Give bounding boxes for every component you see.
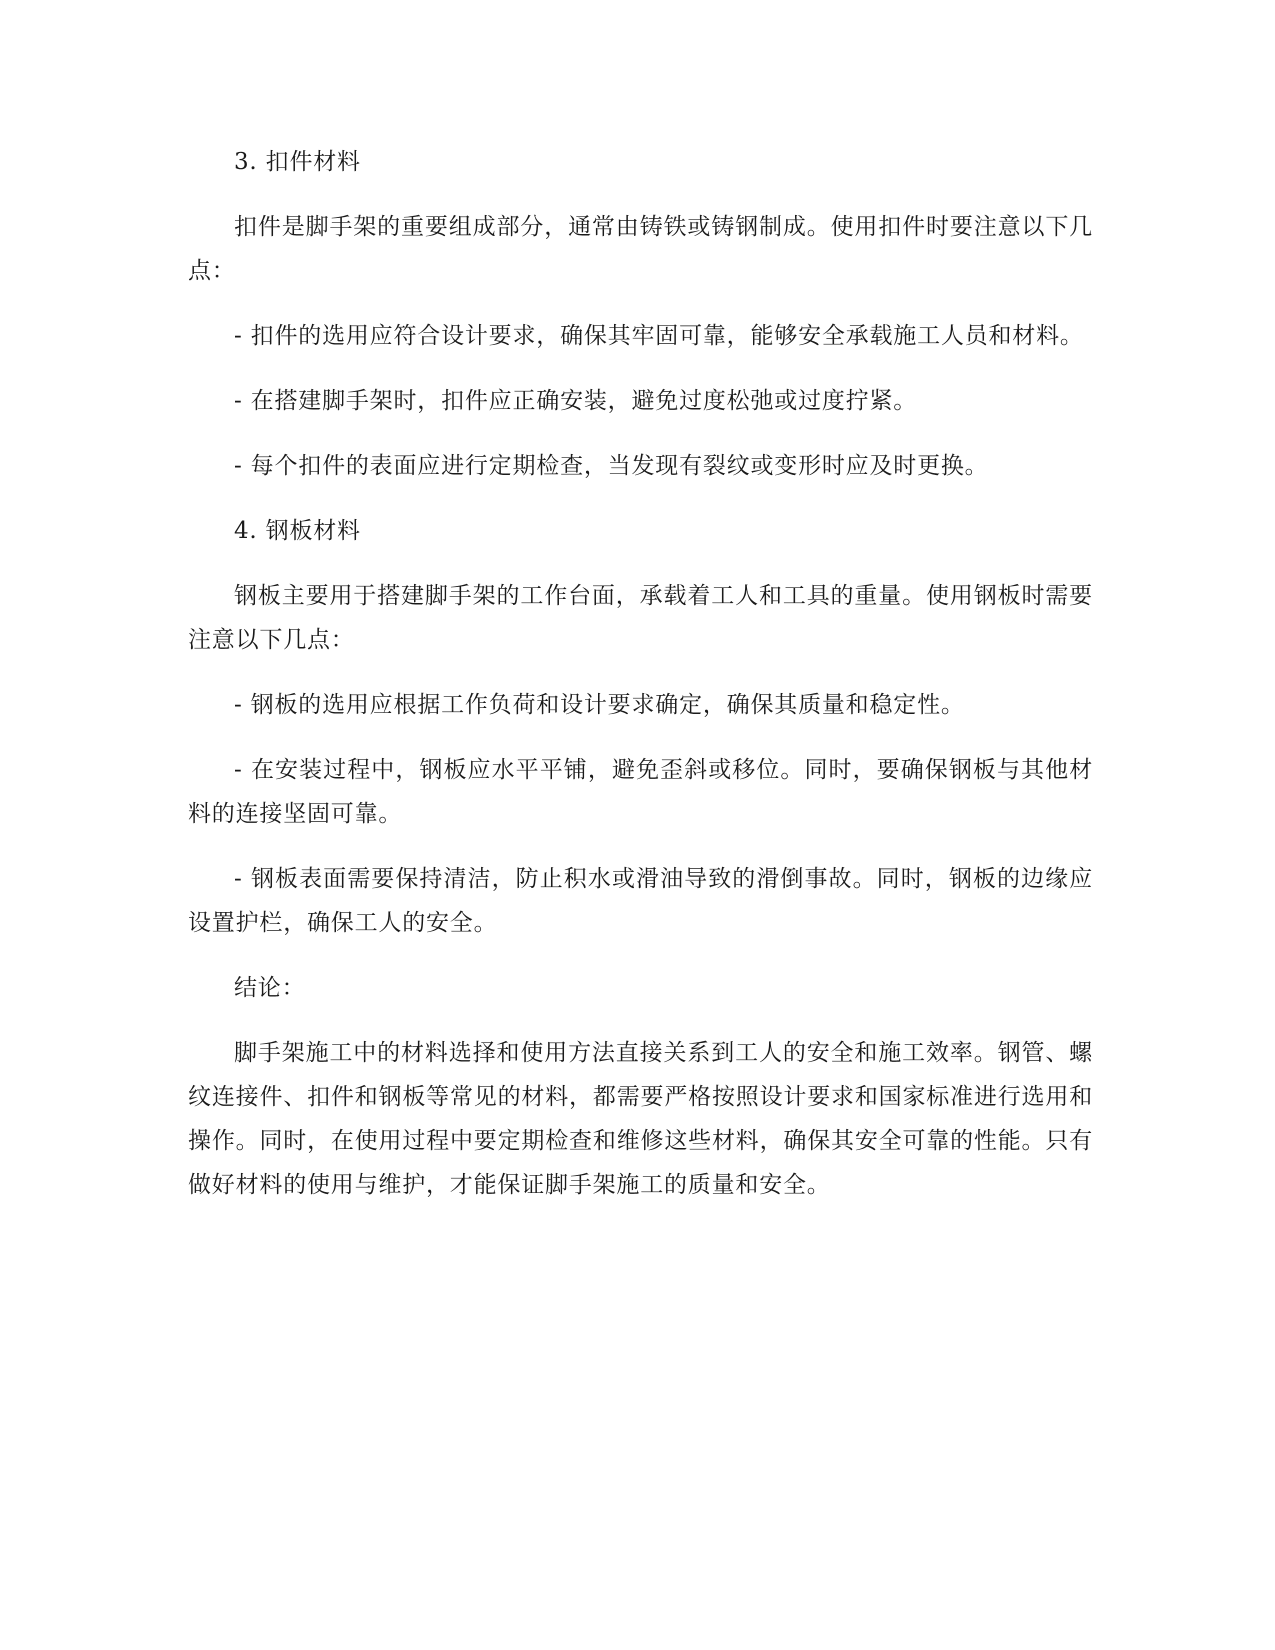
paragraph-conclusion: 脚手架施工中的材料选择和使用方法直接关系到工人的安全和施工效率。钢管、螺纹连接件、扣件和钢板等常见的材料，都需要严格按照设计要求和国家标准进行选用和操作。同时，在使用过程中要定期检查和维修这些材料，确保其安全可靠的性能。只有做好材料的使用与维护，才能保证脚手架施工的质量和安全。 xyxy=(188,1040,1093,1198)
section-heading-steel-plates: 4. 钢板材料 xyxy=(234,518,361,544)
section-heading-conclusion: 结论： xyxy=(234,975,306,1001)
list-item-fastener-installation: - 在搭建脚手架时，扣件应正确安装，避免过度松弛或过度拧紧。 xyxy=(234,388,918,414)
paragraph-fasteners-intro: 扣件是脚手架的重要组成部分，通常由铸铁或铸钢制成。使用扣件时要注意以下几点： xyxy=(188,214,1093,284)
document-body xyxy=(188,140,1093,1228)
paragraph-steel-plates-intro: 钢板主要用于搭建脚手架的工作台面，承载着工人和工具的重量。使用钢板时需要注意以下几点： xyxy=(188,583,1093,653)
section-heading-fasteners: 3. 扣件材料 xyxy=(234,149,361,175)
list-item-plate-installation: - 在安装过程中，钢板应水平平铺，避免歪斜或移位。同时，要确保钢板与其他材料的连接坚固可靠。 xyxy=(188,757,1093,827)
list-item-fastener-selection: - 扣件的选用应符合设计要求，确保其牢固可靠，能够安全承载施工人员和材料。 xyxy=(234,323,1084,349)
list-item-plate-surface: - 钢板表面需要保持清洁，防止积水或滑油导致的滑倒事故。同时，钢板的边缘应设置护栏，确保工人的安全。 xyxy=(188,866,1093,936)
list-item-plate-selection: - 钢板的选用应根据工作负荷和设计要求确定，确保其质量和稳定性。 xyxy=(234,692,965,718)
list-item-fastener-inspection: - 每个扣件的表面应进行定期检查，当发现有裂纹或变形时应及时更换。 xyxy=(234,453,989,479)
